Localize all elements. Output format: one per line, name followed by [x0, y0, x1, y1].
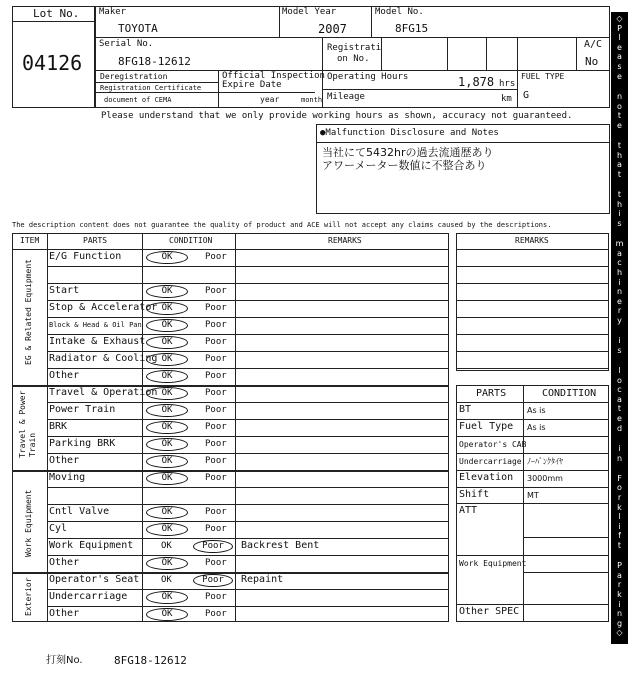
- poor-option[interactable]: Poor: [205, 354, 227, 364]
- ok-option[interactable]: OK: [146, 523, 188, 536]
- table-row: [0, 317, 450, 334]
- table-row: [0, 453, 450, 470]
- part-label: Other: [49, 608, 80, 619]
- part-label: Other: [49, 455, 80, 466]
- model-no-value: 8FG15: [395, 22, 429, 35]
- part-label: Radiator & Cooling: [49, 353, 158, 364]
- remark-line: [456, 266, 609, 267]
- banner-letter: P: [617, 561, 622, 571]
- banner-letter: i: [618, 277, 621, 287]
- col-parts: PARTS: [83, 236, 108, 245]
- fuel-type-label: FUEL TYPE: [521, 72, 565, 81]
- part-label: Cyl: [49, 523, 68, 534]
- part-label: Other: [49, 557, 80, 568]
- ok-option[interactable]: OK: [146, 353, 188, 366]
- poor-option[interactable]: Poor: [205, 507, 227, 517]
- ok-option[interactable]: OK: [146, 387, 188, 400]
- spec-divider: [456, 419, 609, 420]
- banner-letter: e: [617, 296, 622, 306]
- reg-cert-label: Registration Certificate: [100, 84, 202, 92]
- table-row: [0, 606, 450, 623]
- mileage-label: Mileage: [327, 92, 365, 102]
- poor-option[interactable]: Poor: [205, 303, 227, 313]
- part-label: Other: [49, 370, 80, 381]
- banner-letter: s: [617, 218, 622, 228]
- banner-letter: a: [617, 160, 622, 170]
- spec-part: Undercarriage: [459, 457, 522, 466]
- banner-letter: h: [616, 267, 623, 277]
- spec-divider: [456, 453, 609, 454]
- banner-letter: h: [616, 199, 623, 209]
- registration-label-1: Registrati: [327, 43, 382, 53]
- poor-option[interactable]: Poor: [205, 388, 227, 398]
- month-label: month: [301, 96, 323, 104]
- col-remarks: REMARKS: [328, 236, 362, 245]
- banner-letter: s: [617, 62, 622, 71]
- spec-divider: [456, 604, 609, 605]
- table-row: [0, 402, 450, 419]
- maker-value: TOYOTA: [118, 22, 158, 35]
- banner-letter: l: [618, 33, 621, 43]
- banner-letter: l: [618, 366, 621, 375]
- remark-line: [456, 300, 609, 301]
- banner-letter: l: [618, 512, 621, 522]
- banner-letter: n: [616, 609, 623, 619]
- spec-divider: [456, 402, 609, 403]
- part-label: Work Equipment: [49, 540, 134, 551]
- table-row: [0, 436, 450, 453]
- banner-letter: n: [616, 91, 623, 101]
- poor-option[interactable]: Poor: [205, 286, 227, 296]
- ok-option[interactable]: OK: [146, 421, 188, 434]
- ok-option[interactable]: OK: [146, 370, 188, 383]
- part-label: Start: [49, 285, 80, 296]
- operating-hours-label: Operating Hours: [327, 72, 409, 82]
- group-exterior: Exterior: [24, 577, 33, 616]
- table-row: [0, 249, 450, 266]
- spec-part: ATT: [459, 505, 478, 516]
- table-row: [0, 419, 450, 436]
- ok-option[interactable]: OK: [146, 591, 188, 604]
- banner-letter: t: [617, 540, 622, 550]
- hrs-unit: hrs: [499, 79, 516, 89]
- banner-letter: n: [616, 287, 623, 297]
- banner-letter: r: [617, 306, 622, 316]
- poor-option[interactable]: Poor: [205, 473, 227, 483]
- spec-divider: [456, 487, 609, 488]
- right-col-remarks: REMARKS: [515, 236, 549, 245]
- part-label: Cntl Valve: [49, 506, 110, 517]
- malfunction-note-2: アワーメーター数値に不整合あり: [322, 159, 487, 172]
- ok-option[interactable]: OK: [146, 506, 188, 519]
- ok-option[interactable]: OK: [146, 285, 188, 298]
- spec-divider: [456, 555, 609, 556]
- km-unit: km: [501, 94, 512, 104]
- banner-letter: i: [618, 521, 621, 531]
- table-row: [0, 334, 450, 351]
- poor-option[interactable]: Poor: [205, 405, 227, 415]
- spec-part: Shift: [459, 489, 490, 500]
- operating-hours-value: 1,878: [458, 75, 495, 89]
- poor-option[interactable]: Poor: [205, 609, 227, 619]
- banner-letter: g: [616, 618, 623, 628]
- table-row: [0, 504, 450, 521]
- table-row: [0, 300, 450, 317]
- remark-line: [456, 351, 609, 352]
- banner-letter: e: [617, 42, 622, 52]
- part-label: Parking BRK: [49, 438, 116, 449]
- malfunction-note-1: 当社にて5432hrの過去流通歴あり: [322, 146, 494, 159]
- poor-option[interactable]: Poor: [205, 320, 227, 330]
- banner-letter: t: [617, 404, 622, 414]
- model-year-label: Model Year: [282, 7, 337, 17]
- remark-line: [456, 317, 609, 318]
- remark-text: Backrest Bent: [241, 540, 320, 551]
- spec-value: As is: [527, 406, 546, 415]
- banner-letter: k: [617, 502, 622, 512]
- banner-letter: a: [617, 52, 622, 62]
- banner-letter: e: [617, 414, 622, 423]
- banner-letter: t: [617, 111, 622, 121]
- banner-letter: n: [616, 453, 623, 463]
- ok-option[interactable]: OK: [146, 251, 188, 264]
- poor-option[interactable]: Poor: [205, 252, 227, 262]
- banner-letter: o: [617, 483, 622, 493]
- group-travel-1: Travel & Power: [18, 390, 27, 458]
- deregistration-label: Deregistration: [100, 72, 168, 81]
- ok-option[interactable]: OK: [146, 336, 188, 349]
- hours-notice: Please understand that we only provide working hours as shown, accuracy not guaranteed.: [101, 111, 573, 121]
- table-row: [0, 266, 450, 283]
- poor-option[interactable]: Poor: [205, 371, 227, 381]
- spec-divider: [456, 436, 609, 437]
- ac-value: No: [585, 55, 599, 68]
- col-item: ITEM: [20, 236, 40, 245]
- remark-line: [456, 283, 609, 284]
- banner-letter: h: [616, 150, 623, 160]
- banner-letter: o: [617, 101, 622, 111]
- banner-letter: d: [616, 423, 623, 433]
- spec-col-parts: PARTS: [476, 388, 507, 399]
- remark-line: [456, 334, 609, 335]
- group-eg: EG & Related Equipment: [24, 259, 33, 365]
- disclaimer: The description content does not guarantee the quality of product and ACE will not accept any claims caused by the descriptions.: [12, 221, 552, 229]
- banner-letter: t: [617, 190, 622, 199]
- inspection-label-1: Official Inspection: [222, 71, 325, 81]
- ok-option[interactable]: OK: [146, 404, 188, 417]
- stamp-value: 8FG18-12612: [114, 654, 187, 667]
- spec-divider: [523, 572, 609, 573]
- table-row: [0, 555, 450, 572]
- group-travel-2: Train: [28, 432, 37, 457]
- poor-option[interactable]: Poor: [205, 592, 227, 602]
- malfunction-title: ●Malfunction Disclosure and Notes: [320, 128, 499, 138]
- table-row: [0, 385, 450, 402]
- table-row: [0, 351, 450, 368]
- spec-part: Fuel Type: [459, 421, 514, 432]
- banner-letter: i: [618, 443, 621, 453]
- banner-letter: c: [617, 258, 622, 268]
- banner-letter: a: [617, 570, 622, 580]
- remark-line: [456, 368, 609, 369]
- ok-option[interactable]: OK: [146, 302, 188, 315]
- part-label: Moving: [49, 472, 86, 483]
- part-label: Undercarriage: [49, 591, 128, 602]
- ac-label: A/C: [584, 39, 603, 50]
- ok-option[interactable]: OK: [146, 438, 188, 451]
- lot-label: Lot No.: [33, 7, 80, 20]
- banner-letter: y: [617, 315, 622, 325]
- ok-option[interactable]: OK: [146, 319, 188, 332]
- table-row: [0, 283, 450, 300]
- fuel-type-value: G: [523, 90, 530, 101]
- poor-option[interactable]: Poor: [193, 574, 233, 587]
- cema-label: document of CEMA: [104, 96, 172, 104]
- spec-part: BT: [459, 404, 472, 415]
- spec-part: Other SPEC: [459, 606, 520, 617]
- table-row: [0, 487, 450, 504]
- poor-option[interactable]: Poor: [205, 456, 227, 466]
- group-work: Work Equipment: [24, 489, 33, 557]
- ok-option[interactable]: OK: [146, 455, 188, 468]
- banner-letter: o: [617, 375, 622, 385]
- spec-value: MT: [527, 491, 539, 500]
- diamond-glyph: ◇: [616, 14, 623, 23]
- spec-col-condition: CONDITION: [542, 388, 597, 399]
- banner-letter: a: [617, 248, 622, 258]
- serial-label: Serial No.: [99, 39, 154, 49]
- poor-option[interactable]: Poor: [193, 540, 233, 553]
- year-label: year: [260, 95, 280, 104]
- banner-letter: r: [617, 492, 622, 502]
- banner-letter: s: [617, 345, 622, 355]
- banner-letter: r: [617, 580, 622, 590]
- poor-option[interactable]: Poor: [205, 337, 227, 347]
- model-year-value: 2007: [318, 22, 347, 36]
- spec-part: Work Equipment: [459, 559, 527, 568]
- serial-value: 8FG18-12612: [118, 55, 191, 68]
- banner-letter: a: [617, 394, 622, 404]
- banner-letter: i: [618, 599, 621, 609]
- part-label: Block & Head & Oil Pan: [49, 321, 142, 329]
- spec-value: 3000mm: [527, 474, 563, 483]
- spec-divider: [456, 503, 609, 504]
- table-row: [0, 538, 450, 555]
- part-label: Power Train: [49, 404, 116, 415]
- ok-option[interactable]: OK: [161, 575, 172, 585]
- part-label: BRK: [49, 421, 68, 432]
- banner-letter: t: [617, 140, 622, 150]
- banner-letter: c: [617, 385, 622, 395]
- banner-letter: e: [617, 120, 622, 130]
- poor-option[interactable]: Poor: [205, 558, 227, 568]
- part-label: Travel & Operation: [49, 387, 158, 398]
- remark-text: Repaint: [241, 574, 284, 585]
- banner-letter: P: [617, 23, 622, 33]
- stamp-label: 打刻No.: [46, 655, 83, 666]
- inspection-label-2: Expire Date: [222, 80, 282, 90]
- table-row: [0, 521, 450, 538]
- poor-option[interactable]: Poor: [205, 439, 227, 449]
- banner-letter: t: [617, 169, 622, 179]
- lot-number: 04126: [22, 51, 83, 75]
- part-label: Stop & Accelerator: [49, 302, 158, 313]
- part-label: E/G Function: [49, 251, 122, 262]
- part-label: Operator's Seat: [49, 574, 140, 585]
- spec-divider: [456, 470, 609, 471]
- ok-option[interactable]: OK: [146, 472, 188, 485]
- part-label: Intake & Exhaust: [49, 336, 146, 347]
- ok-option[interactable]: OK: [146, 557, 188, 570]
- side-banner: [611, 12, 628, 644]
- table-row: [0, 589, 450, 606]
- table-row: [0, 470, 450, 487]
- model-no-label: Model No.: [375, 7, 424, 17]
- banner-letter: f: [618, 531, 621, 541]
- ok-option[interactable]: OK: [146, 608, 188, 621]
- spec-value: ﾉｰﾊﾞﾝｸﾀｲﾔ: [527, 457, 563, 466]
- poor-option[interactable]: Poor: [205, 422, 227, 432]
- poor-option[interactable]: Poor: [205, 524, 227, 534]
- banner-letter: e: [617, 71, 622, 81]
- spec-part: Operator's CAB: [459, 440, 527, 449]
- registration-label-2: on No.: [337, 54, 370, 64]
- table-row: [0, 572, 450, 589]
- ok-option[interactable]: OK: [161, 541, 172, 551]
- banner-letter: i: [618, 209, 621, 219]
- banner-letter: F: [617, 473, 622, 483]
- spec-value: As is: [527, 423, 546, 432]
- banner-letter: i: [618, 336, 621, 346]
- diamond-glyph: ◇: [616, 628, 623, 638]
- spec-divider: [523, 537, 609, 538]
- table-row: [0, 368, 450, 385]
- banner-letter: k: [617, 590, 622, 599]
- col-condition: CONDITION: [169, 236, 213, 245]
- spec-part: Elevation: [459, 472, 514, 483]
- banner-letter: m: [615, 239, 624, 249]
- maker-label: Maker: [99, 7, 127, 17]
